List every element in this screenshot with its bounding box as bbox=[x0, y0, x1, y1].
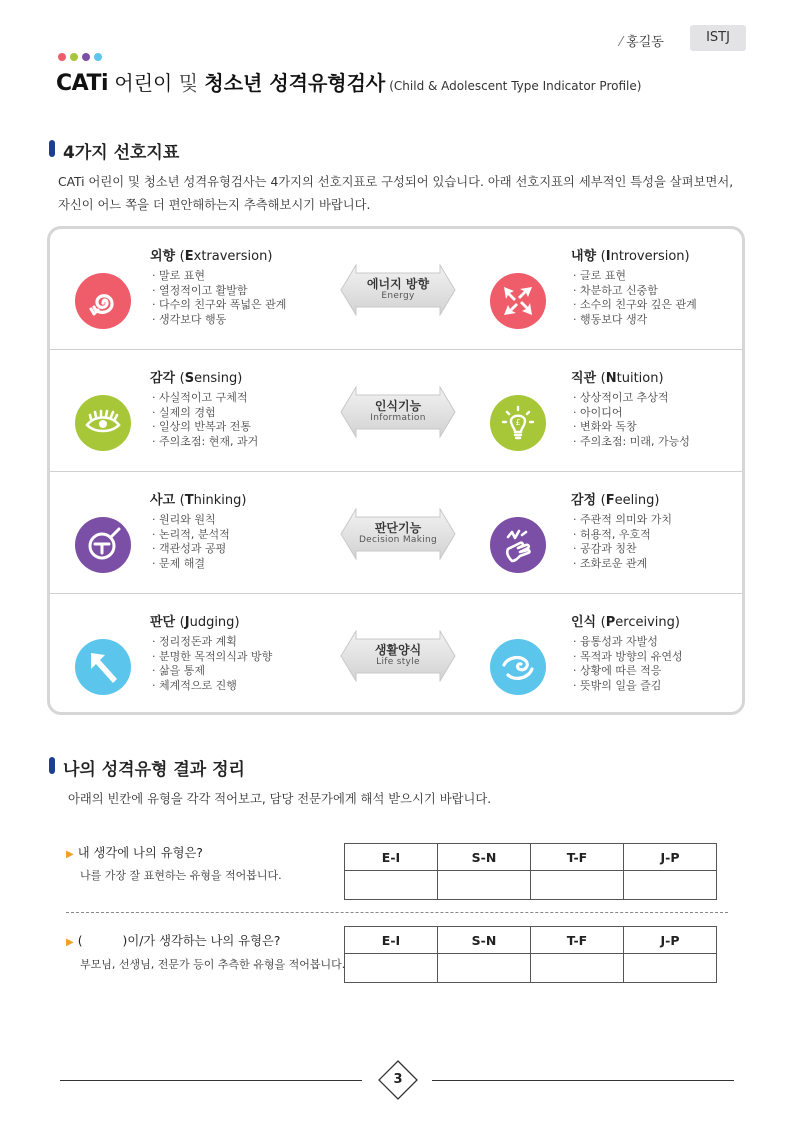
trait-item: · 일상의 반복과 전통 bbox=[152, 420, 258, 435]
brand-dots bbox=[58, 53, 102, 61]
col-header-tf: T-F bbox=[531, 927, 624, 954]
preference-latin-rest: xtraversion bbox=[193, 249, 268, 264]
page-title bbox=[56, 67, 641, 96]
svg-text:£: £ bbox=[515, 418, 521, 427]
trait-item: · 사실적이고 구체적 bbox=[152, 391, 258, 406]
section-marker bbox=[49, 140, 55, 157]
dimension-label-en: Energy bbox=[381, 291, 415, 301]
dimension-label-en: Life style bbox=[376, 657, 420, 667]
trait-item: · 차분하고 신중함 bbox=[573, 284, 697, 299]
answer-cell-sn[interactable] bbox=[438, 954, 531, 983]
result-table-others bbox=[344, 926, 717, 983]
dimension-label-en: Information bbox=[370, 413, 426, 423]
preference-korean: 직관 bbox=[571, 371, 601, 386]
trait-item: · 주관적 의미와 가치 bbox=[573, 513, 672, 528]
preference-latin-rest: tuition bbox=[616, 371, 659, 386]
preference-latin-rest: ntroversion bbox=[610, 249, 685, 264]
trait-item: · 목적과 방향의 유연성 bbox=[573, 650, 683, 665]
dimension-label: 생활양식 bbox=[374, 643, 422, 657]
brand-dot-purple bbox=[82, 53, 90, 61]
trait-item: · 삶을 통제 bbox=[152, 664, 272, 679]
dimension-arrow bbox=[340, 508, 456, 560]
page-number: 3 bbox=[393, 1072, 403, 1087]
preference-traits bbox=[152, 513, 230, 571]
preference-latin: (Introversion) bbox=[600, 249, 690, 264]
trait-item: · 분명한 목적의식과 방향 bbox=[152, 650, 272, 665]
spiral-out-icon bbox=[75, 273, 131, 329]
preference-name-p bbox=[571, 611, 680, 630]
preference-name-i bbox=[571, 245, 690, 264]
title-main: 청소년 성격유형검사 bbox=[204, 71, 386, 95]
answer-cell-jp[interactable] bbox=[624, 954, 717, 983]
col-header-jp: J-P bbox=[624, 927, 717, 954]
trait-item: · 열정적이고 활발함 bbox=[152, 284, 286, 299]
trait-item: · 소수의 친구와 깊은 관계 bbox=[573, 298, 697, 313]
preference-name-t bbox=[150, 489, 246, 508]
wave-swirl-icon bbox=[490, 639, 546, 695]
title-subtitle: (Child & Adolescent Type Indicator Profile) bbox=[389, 79, 642, 93]
trait-item: · 아이디어 bbox=[573, 406, 690, 421]
trait-item: · 생각보다 행동 bbox=[152, 313, 286, 328]
dashed-divider bbox=[66, 912, 728, 913]
col-header-sn: S-N bbox=[438, 844, 531, 871]
trait-item: · 상상적이고 추상적 bbox=[573, 391, 690, 406]
preference-latin: (Judging) bbox=[179, 615, 240, 630]
preference-latin: (Sensing) bbox=[179, 371, 243, 386]
preference-korean: 사고 bbox=[150, 493, 180, 508]
col-header-jp: J-P bbox=[624, 844, 717, 871]
preference-latin: (Extraversion) bbox=[179, 249, 273, 264]
preference-latin: (Thinking) bbox=[179, 493, 247, 508]
preference-traits bbox=[573, 269, 697, 327]
question-others-hint: 부모님, 선생님, 전문가 등이 추측한 유형을 적어봅니다. bbox=[80, 958, 346, 971]
section-title-preferences: 4가지 선호지표 bbox=[63, 143, 180, 163]
trait-item: · 주의초점: 현재, 과거 bbox=[152, 435, 258, 450]
preference-initial: J bbox=[184, 615, 190, 630]
trait-item: · 조화로운 관계 bbox=[573, 557, 672, 572]
answer-cell-tf[interactable] bbox=[531, 871, 624, 900]
question-self-hint: 나를 가장 잘 표현하는 유형을 적어봅니다. bbox=[80, 869, 282, 882]
section-marker bbox=[49, 757, 55, 774]
type-badge: ISTJ bbox=[690, 25, 746, 51]
preference-traits bbox=[573, 635, 683, 693]
col-header-ei: E-I bbox=[345, 927, 438, 954]
preference-latin: (Feeling) bbox=[600, 493, 660, 508]
trait-item: · 논리적, 분석적 bbox=[152, 528, 230, 543]
eye-icon bbox=[75, 395, 131, 451]
trait-item: · 주의초점: 미래, 가능성 bbox=[573, 435, 690, 450]
trait-item: · 다수의 친구와 폭넓은 관계 bbox=[152, 298, 286, 313]
footer-line-right bbox=[432, 1080, 734, 1081]
preference-latin: (Ntuition) bbox=[600, 371, 664, 386]
title-word: 어린이 bbox=[114, 71, 173, 95]
preference-traits bbox=[573, 391, 690, 449]
trait-item: · 공감과 칭찬 bbox=[573, 542, 672, 557]
answer-cell-ei[interactable] bbox=[345, 954, 438, 983]
dimension-arrow bbox=[340, 630, 456, 682]
footer-line-left bbox=[60, 1080, 362, 1081]
user-name: ⁄ 홍길동 bbox=[620, 35, 664, 50]
section-description: CATi 어린이 및 청소년 성격유형검사는 4가지의 선호지표로 구성되어 있습니다. 아래 선호지표의 세부적인 특성을 살펴보면서, 자신이 어느 쪽을 더 편안해하는지 추측해보시기 바랍니다. bbox=[58, 175, 734, 212]
preference-initial: I bbox=[605, 249, 611, 264]
preference-initial: F bbox=[605, 493, 615, 508]
trait-item: · 글로 표현 bbox=[573, 269, 697, 284]
hand-touch-icon bbox=[490, 517, 546, 573]
dimension-arrow bbox=[340, 386, 456, 438]
preference-latin-rest: ensing bbox=[194, 371, 238, 386]
preference-traits bbox=[152, 391, 258, 449]
dimension-label: 인식기능 bbox=[374, 399, 422, 413]
trait-item: · 말로 표현 bbox=[152, 269, 286, 284]
preference-name-j bbox=[150, 611, 240, 630]
preference-korean: 인식 bbox=[571, 615, 601, 630]
trait-item: · 원리와 원칙 bbox=[152, 513, 230, 528]
preference-initial: S bbox=[184, 371, 195, 386]
preference-initial: N bbox=[605, 371, 617, 386]
preference-korean: 감각 bbox=[150, 371, 180, 386]
preference-latin-rest: hinking bbox=[193, 493, 242, 508]
preference-traits bbox=[152, 269, 286, 327]
preference-korean: 감정 bbox=[571, 493, 601, 508]
trait-item: · 허용적, 우호적 bbox=[573, 528, 672, 543]
dimension-arrow bbox=[340, 264, 456, 316]
col-header-tf: T-F bbox=[531, 844, 624, 871]
preference-initial: P bbox=[605, 615, 616, 630]
trait-item: · 변화와 독창 bbox=[573, 420, 690, 435]
answer-cell-ei[interactable] bbox=[345, 871, 438, 900]
direction-arrow-icon bbox=[75, 639, 131, 695]
col-header-sn: S-N bbox=[438, 927, 531, 954]
preference-name-e bbox=[150, 245, 272, 264]
question-self: ▶ 내 생각에 나의 유형은? bbox=[66, 846, 203, 860]
lightbulb-icon bbox=[490, 395, 546, 451]
preference-traits bbox=[152, 635, 272, 693]
trait-item: · 뜻밖의 일을 즐김 bbox=[573, 679, 683, 694]
brand-name: CATi bbox=[56, 71, 109, 96]
row-divider bbox=[50, 471, 742, 472]
result-table-self bbox=[344, 843, 717, 900]
question-others: ▶ ( )이/가 생각하는 나의 유형은? bbox=[66, 934, 281, 948]
preference-initial: E bbox=[184, 249, 194, 264]
preference-latin-rest: eeling bbox=[614, 493, 655, 508]
trait-item: · 체계적으로 진행 bbox=[152, 679, 272, 694]
col-header-ei: E-I bbox=[345, 844, 438, 871]
brand-dot-blue bbox=[94, 53, 102, 61]
row-divider bbox=[50, 593, 742, 594]
preference-name-s bbox=[150, 367, 242, 386]
section-title-results: 나의 성격유형 결과 정리 bbox=[63, 760, 245, 780]
preference-latin-rest: udging bbox=[189, 615, 235, 630]
trait-item: · 실제의 경험 bbox=[152, 406, 258, 421]
preference-name-f bbox=[571, 489, 659, 508]
brand-dot-green bbox=[70, 53, 78, 61]
preference-korean: 내향 bbox=[571, 249, 601, 264]
trait-item: · 행동보다 생각 bbox=[573, 313, 697, 328]
arrows-inward-icon bbox=[490, 273, 546, 329]
trait-item: · 정리정돈과 계획 bbox=[152, 635, 272, 650]
preference-initial: T bbox=[184, 493, 194, 508]
thinking-symbol-icon bbox=[75, 517, 131, 573]
dimension-label: 에너지 방향 bbox=[366, 277, 430, 291]
preference-latin-rest: erceiving bbox=[615, 615, 675, 630]
trait-item: · 객관성과 공평 bbox=[152, 542, 230, 557]
row-divider bbox=[50, 349, 742, 350]
brand-dot-red bbox=[58, 53, 66, 61]
trait-item: · 융통성과 자발성 bbox=[573, 635, 683, 650]
preference-korean: 외향 bbox=[150, 249, 180, 264]
page-number-badge bbox=[378, 1060, 418, 1100]
trait-item: · 문제 해결 bbox=[152, 557, 230, 572]
preference-traits bbox=[573, 513, 672, 571]
answer-cell-tf[interactable] bbox=[531, 954, 624, 983]
preference-name-n bbox=[571, 367, 664, 386]
preference-korean: 판단 bbox=[150, 615, 180, 630]
answer-cell-sn[interactable] bbox=[438, 871, 531, 900]
preference-latin: (Perceiving) bbox=[600, 615, 680, 630]
answer-cell-jp[interactable] bbox=[624, 871, 717, 900]
dimension-label-en: Decision Making bbox=[358, 535, 438, 545]
dimension-label: 판단기능 bbox=[374, 521, 422, 535]
trait-item: · 상황에 따른 적응 bbox=[573, 664, 683, 679]
title-connector: 및 bbox=[178, 71, 199, 95]
results-description: 아래의 빈칸에 유형을 각각 적어보고, 담당 전문가에게 해석 받으시기 바랍니다. bbox=[68, 792, 492, 806]
